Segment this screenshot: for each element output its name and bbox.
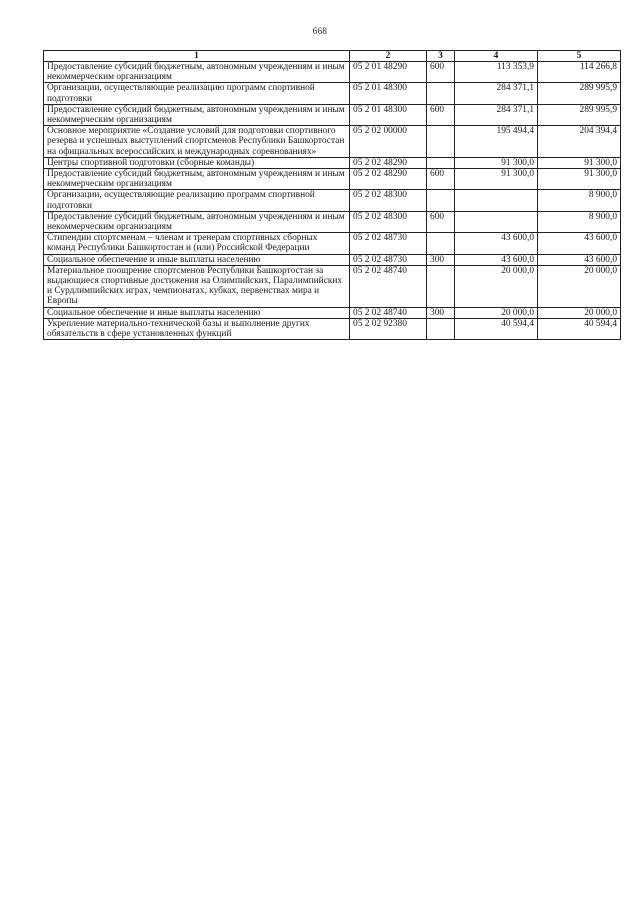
row-code: 05 2 02 48290	[350, 157, 427, 168]
row-name: Социальное обеспечение и иные выплаты населению	[44, 254, 350, 265]
row-amount-col5: 114 266,8	[538, 62, 621, 83]
row-amount-col5: 43 600,0	[538, 254, 621, 265]
row-name: Организации, осуществляющие реализацию программ спортивной подготовки	[44, 83, 350, 104]
row-amount-col5: 289 995,9	[538, 104, 621, 125]
row-name: Организации, осуществляющие реализацию программ спортивной подготовки	[44, 190, 350, 211]
row-code: 05 2 02 48290	[350, 169, 427, 190]
row-amount-col5: 8 900,0	[538, 190, 621, 211]
row-amount-col5: 91 300,0	[538, 169, 621, 190]
row-type	[427, 265, 455, 307]
row-amount-col4: 20 000,0	[455, 265, 538, 307]
row-name: Центры спортивной подготовки (сборные команды)	[44, 157, 350, 168]
table-row	[44, 126, 621, 158]
row-type	[427, 126, 455, 158]
page-number: 668	[312, 26, 328, 36]
row-name: Укрепление материально-технической базы и выполнение других обязательств в сфере установленных функций	[44, 318, 350, 339]
row-type: 300	[427, 307, 455, 318]
row-code: 05 2 01 48300	[350, 83, 427, 104]
row-amount-col4: 284 371,1	[455, 104, 538, 125]
budget-table	[43, 50, 621, 340]
row-amount-col4: 43 600,0	[455, 233, 538, 254]
row-amount-col4: 91 300,0	[455, 157, 538, 168]
row-code: 05 2 02 48740	[350, 307, 427, 318]
row-type: 600	[427, 211, 455, 232]
row-code: 05 2 01 48300	[350, 104, 427, 125]
row-type: 300	[427, 254, 455, 265]
table-row	[44, 169, 621, 190]
row-name: Стипендии спортсменам – членам и тренерам спортивных сборных команд Республики Башкортостан и (или) Российской Федерации	[44, 233, 350, 254]
row-amount-col4: 40 594,4	[455, 318, 538, 339]
row-amount-col4: 195 494,4	[455, 126, 538, 158]
row-type	[427, 190, 455, 211]
row-amount-col5: 20 000,0	[538, 307, 621, 318]
header-col-1: 1	[44, 51, 350, 62]
row-code: 05 2 02 00000	[350, 126, 427, 158]
row-code: 05 2 02 48730	[350, 254, 427, 265]
table-row	[44, 211, 621, 232]
row-amount-col5: 20 000,0	[538, 265, 621, 307]
table-row	[44, 233, 621, 254]
row-name: Материальное поощрение спортсменов Республики Башкортостан за выдающиеся спортивные достижения на Олимпийских, Паралимпийских и Сурдлимпийских играх, чемпионатах, кубках, первенствах мира и Европы	[44, 265, 350, 307]
table-row	[44, 62, 621, 83]
row-amount-col4: 113 353,9	[455, 62, 538, 83]
row-type	[427, 83, 455, 104]
header-col-3: 3	[427, 51, 455, 62]
row-amount-col5: 40 594,4	[538, 318, 621, 339]
row-code: 05 2 02 48300	[350, 190, 427, 211]
row-type	[427, 318, 455, 339]
row-code: 05 2 02 92380	[350, 318, 427, 339]
row-amount-col4	[455, 190, 538, 211]
row-code: 05 2 02 48740	[350, 265, 427, 307]
row-code: 05 2 02 48730	[350, 233, 427, 254]
row-amount-col5: 204 394,4	[538, 126, 621, 158]
row-type: 600	[427, 104, 455, 125]
row-amount-col5: 8 900,0	[538, 211, 621, 232]
row-amount-col5: 289 995,9	[538, 83, 621, 104]
row-name: Социальное обеспечение и иные выплаты населению	[44, 307, 350, 318]
table-row	[44, 254, 621, 265]
row-name: Предоставление субсидий бюджетным, автономным учреждениям и иным некоммерческим организациям	[44, 62, 350, 83]
table-row	[44, 104, 621, 125]
row-code: 05 2 02 48300	[350, 211, 427, 232]
row-code: 05 2 01 48290	[350, 62, 427, 83]
header-row	[44, 51, 621, 62]
row-amount-col4: 91 300,0	[455, 169, 538, 190]
table-row	[44, 265, 621, 307]
row-name: Предоставление субсидий бюджетным, автономным учреждениям и иным некоммерческим организациям	[44, 169, 350, 190]
row-amount-col4	[455, 211, 538, 232]
table-row	[44, 307, 621, 318]
header-col-2: 2	[350, 51, 427, 62]
table-row	[44, 318, 621, 339]
row-type: 600	[427, 169, 455, 190]
row-type: 600	[427, 62, 455, 83]
row-amount-col5: 91 300,0	[538, 157, 621, 168]
row-name: Основное мероприятие «Создание условий для подготовки спортивного резерва и успешных выступлений спортсменов Республики Башкортостан на официальных всероссийских и международных соревнованиях»	[44, 126, 350, 158]
row-amount-col5: 43 600,0	[538, 233, 621, 254]
row-amount-col4: 43 600,0	[455, 254, 538, 265]
row-name: Предоставление субсидий бюджетным, автономным учреждениям и иным некоммерческим организациям	[44, 104, 350, 125]
header-col-5: 5	[538, 51, 621, 62]
header-col-4: 4	[455, 51, 538, 62]
row-amount-col4: 284 371,1	[455, 83, 538, 104]
table-row	[44, 83, 621, 104]
row-name: Предоставление субсидий бюджетным, автономным учреждениям и иным некоммерческим организациям	[44, 211, 350, 232]
table-row	[44, 157, 621, 168]
row-type	[427, 233, 455, 254]
row-amount-col4: 20 000,0	[455, 307, 538, 318]
table-row	[44, 190, 621, 211]
row-type	[427, 157, 455, 168]
